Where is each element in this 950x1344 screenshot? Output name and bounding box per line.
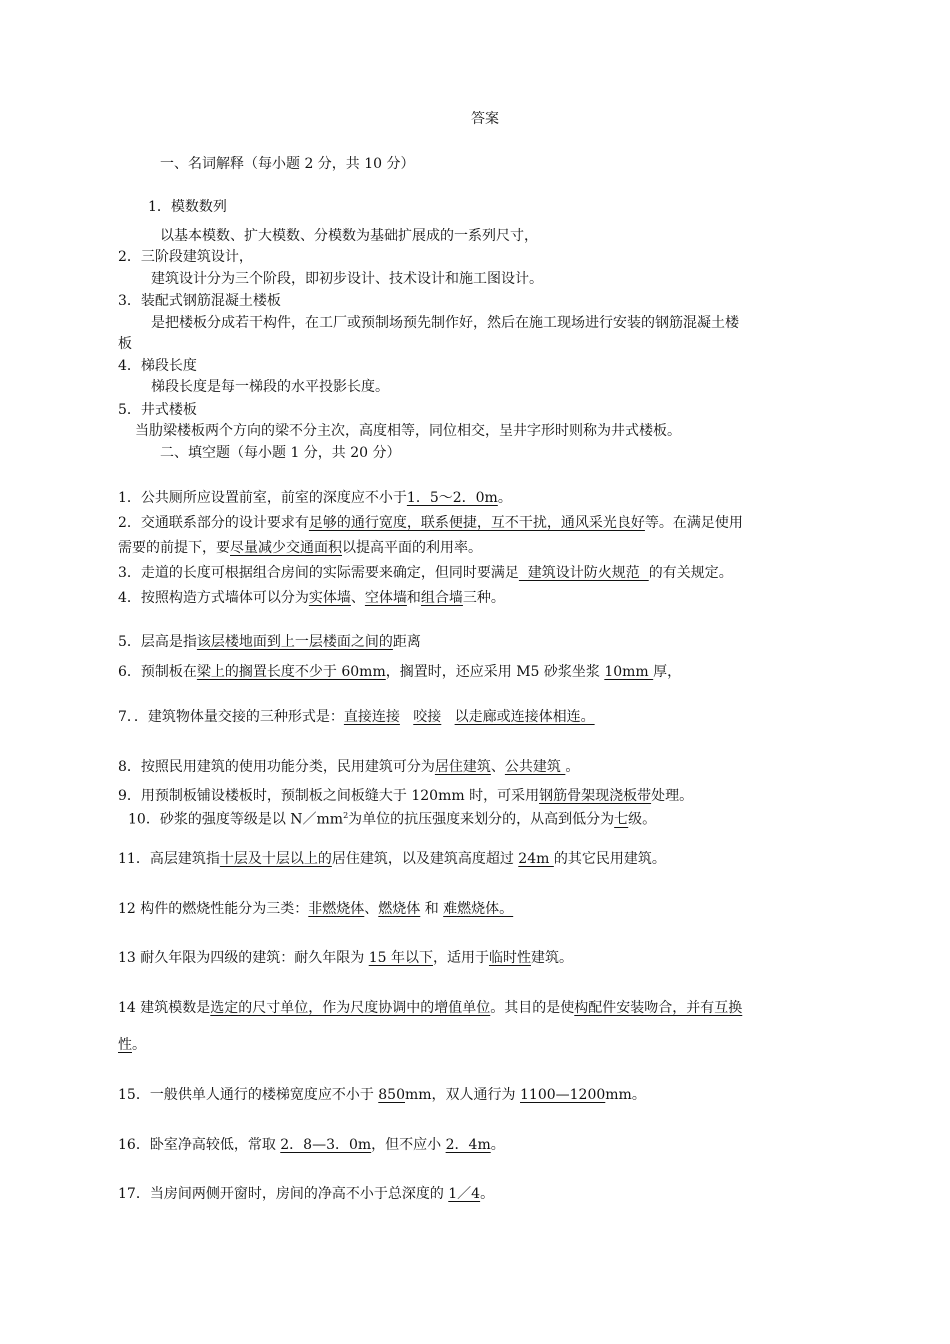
q13-answer-1: 15 年以下 <box>368 950 433 966</box>
question-9 <box>118 786 693 806</box>
q4-answer-1: 实体墙 <box>308 590 351 606</box>
q16-answer-2: 2．4m <box>445 1137 491 1153</box>
q7-answer-3: 以走廊或连接体相连。 <box>454 709 595 725</box>
q7-answer-2: 咬接 <box>413 709 442 725</box>
q6-end: 厚， <box>653 664 682 680</box>
q6-answer-1: 梁上的搁置长度不少于 60mm <box>196 664 386 680</box>
q6-mid: ，搁置时，还应采用 M5 砂浆坐浆 <box>385 664 605 680</box>
question-12 <box>118 899 513 919</box>
q7-text: 7．．建筑物体量交接的三种形式是： <box>118 709 344 725</box>
q1-end: 。 <box>497 490 512 506</box>
q2b-end: 以提高平面的利用率。 <box>342 540 482 556</box>
section1-heading: 一、名词解释（每小题 2 分，共 10 分） <box>160 156 415 172</box>
q6-text: 6．预制板在 <box>118 664 197 680</box>
q13-answer-2: 临时性 <box>488 950 531 966</box>
q2b-answer: 尽量减少交通面积 <box>230 540 342 556</box>
q16-end: 。 <box>490 1137 505 1153</box>
q12-answer-3: 难燃烧体。 <box>443 901 514 917</box>
q4-answer-2: 空体墙 <box>364 590 407 606</box>
q14-mid: 。其目的是使 <box>490 1000 575 1016</box>
q10-answer: 七 <box>614 811 629 828</box>
q10-mid: 为单位的抗压强度来划分的，从高到低分为 <box>348 811 615 828</box>
question-11 <box>118 849 666 869</box>
q15-end: mm。 <box>605 1087 646 1103</box>
q3-answer: 建筑设计防火规范 <box>518 565 649 581</box>
question-3 <box>118 563 733 583</box>
definition-5: 当肋梁楼板两个方向的梁不分主次，高度相等，同位相交，呈井字形时则称为井式楼板。 <box>135 423 681 439</box>
q17-end: 。 <box>480 1186 495 1202</box>
q12-text: 12 构件的燃烧性能分为三类： <box>118 901 309 917</box>
term-4: 4．梯段长度 <box>118 358 197 374</box>
q14-answer-1: 选定的尺寸单位，作为尺度协调中的增值单位 <box>210 1000 491 1016</box>
q9-text: 9．用预制板铺设楼板时，预制板之间板缝大于 120mm 时，可采用 <box>118 788 540 804</box>
q8-sep: 、 <box>490 759 505 775</box>
question-2-cont <box>118 538 482 558</box>
q1-text: 1．公共厕所应设置前室，前室的深度应不小于 <box>118 490 407 506</box>
question-16 <box>118 1135 505 1155</box>
q10-text: 10．砂浆的强度等级是以 N／mm <box>128 811 344 828</box>
q4-answer-3: 组合墙 <box>420 590 463 606</box>
q2-text: 2．交通联系部分的设计要求有 <box>118 515 309 531</box>
q15-answer-1: 850 <box>378 1087 405 1103</box>
q2-end: 等。在满足使用 <box>644 515 743 531</box>
definition-3: 是把楼板分成若干构件，在工厂或预制场预先制作好，然后在施工现场进行安装的钢筋混凝土楼 <box>151 315 739 331</box>
q11-text: 11．高层建筑指 <box>118 851 220 867</box>
question-5 <box>118 632 421 652</box>
q15-answer-2: 1100—1200 <box>520 1087 606 1103</box>
q8-answer-1: 居住建筑 <box>434 759 491 775</box>
q7-gap-2 <box>441 709 454 725</box>
question-1 <box>118 488 512 508</box>
q16-answer-1: 2．8—3．0m <box>280 1137 372 1153</box>
q2-answer: 足够的通行宽度，联系便捷，互不干扰，通风采光良好 <box>308 515 645 531</box>
q8-answer-2: 公共建筑 <box>504 759 566 775</box>
q4-sep-1: 、 <box>350 590 365 606</box>
q4-text: 4．按照构造方式墙体可以分为 <box>118 590 309 606</box>
question-17 <box>118 1184 494 1204</box>
question-15 <box>118 1085 646 1105</box>
definition-4: 梯段长度是每一梯段的水平投影长度。 <box>151 379 389 395</box>
q9-answer: 钢筋骨架现浇板带 <box>539 788 652 804</box>
section2-heading: 二、填空题（每小题 1 分，共 20 分） <box>160 445 401 461</box>
q12-answer-2: 燃烧体 <box>378 901 421 917</box>
q11-answer-1: 十层及十层以上的 <box>219 851 332 867</box>
question-13 <box>118 948 573 968</box>
q3-end: 的有关规定。 <box>648 565 733 581</box>
q5-answer: 该层楼地面到上一层楼面之间的 <box>196 634 393 650</box>
q14-answer-2: 构配件安装吻合，并有互换 <box>574 1000 743 1016</box>
q5-end: 距离 <box>392 634 421 650</box>
question-7 <box>118 707 595 727</box>
definition-3-cont: 板 <box>118 336 132 352</box>
question-14 <box>118 998 742 1018</box>
q14b-end: 。 <box>132 1037 146 1053</box>
q4-sep-2: 和 <box>406 590 421 606</box>
q9-end: 处理。 <box>651 788 694 804</box>
q15-text: 15．一般供单人通行的楼梯宽度应不小于 <box>118 1087 379 1103</box>
q7-answer-1: 直接连接 <box>343 709 400 725</box>
term-3: 3．装配式钢筋混凝土楼板 <box>118 293 281 309</box>
question-4 <box>118 588 505 608</box>
q12-and: 和 <box>420 901 444 917</box>
q11-end: 的其它民用建筑。 <box>553 851 666 867</box>
q16-mid: ，但不应小 <box>371 1137 446 1153</box>
page-title: 答案 <box>471 111 499 127</box>
term-2: 2．三阶段建筑设计， <box>118 249 253 265</box>
definition-2: 建筑设计分为三个阶段，即初步设计、技术设计和施工图设计。 <box>151 271 543 287</box>
q5-text: 5．层高是指 <box>118 634 197 650</box>
term-1: 1．模数数列 <box>148 199 227 215</box>
q3-text: 3．走道的长度可根据组合房间的实际需要来确定，但同时要满足 <box>118 565 519 581</box>
question-8 <box>118 757 579 777</box>
q11-mid: 居住建筑，以及建筑高度超过 <box>331 851 519 867</box>
q10-end: 级。 <box>628 811 657 828</box>
q7-gap-1 <box>400 709 413 725</box>
q17-text: 17．当房间两侧开窗时，房间的净高不小于总深度的 <box>118 1186 449 1202</box>
question-2 <box>118 513 743 533</box>
q17-answer: 1／4 <box>448 1186 481 1202</box>
q14b-answer: 性 <box>118 1037 132 1053</box>
definition-1: 以基本模数、扩大模数、分模数为基础扩展成的一系列尺寸， <box>160 228 538 244</box>
q8-end: 。 <box>565 759 580 775</box>
q13-end: 建筑。 <box>530 950 573 966</box>
term-5: 5．井式楼板 <box>118 402 197 418</box>
question-14-cont <box>118 1035 146 1055</box>
q16-text: 16．卧室净高较低，常取 <box>118 1137 281 1153</box>
q12-answer-1: 非燃烧体 <box>308 901 365 917</box>
q11-answer-2: 24m <box>518 851 554 867</box>
q14-text: 14 建筑模数是 <box>118 1000 211 1016</box>
q1-answer: 1．5～2．0m <box>406 490 498 506</box>
q12-sep: 、 <box>364 901 379 917</box>
q15-mid: mm，双人通行为 <box>405 1087 521 1103</box>
q4-end: 三种。 <box>462 590 505 606</box>
q13-text: 13 耐久年限为四级的建筑：耐久年限为 <box>118 950 369 966</box>
q6-answer-2: 10mm <box>604 664 654 680</box>
q10-superscript: 2 <box>343 811 349 820</box>
q2b-text: 需要的前提下，要 <box>118 540 230 556</box>
question-10 <box>128 806 656 830</box>
question-6 <box>118 662 681 682</box>
q13-mid: ，适用于 <box>432 950 489 966</box>
q8-text: 8．按照民用建筑的使用功能分类，民用建筑可分为 <box>118 759 435 775</box>
